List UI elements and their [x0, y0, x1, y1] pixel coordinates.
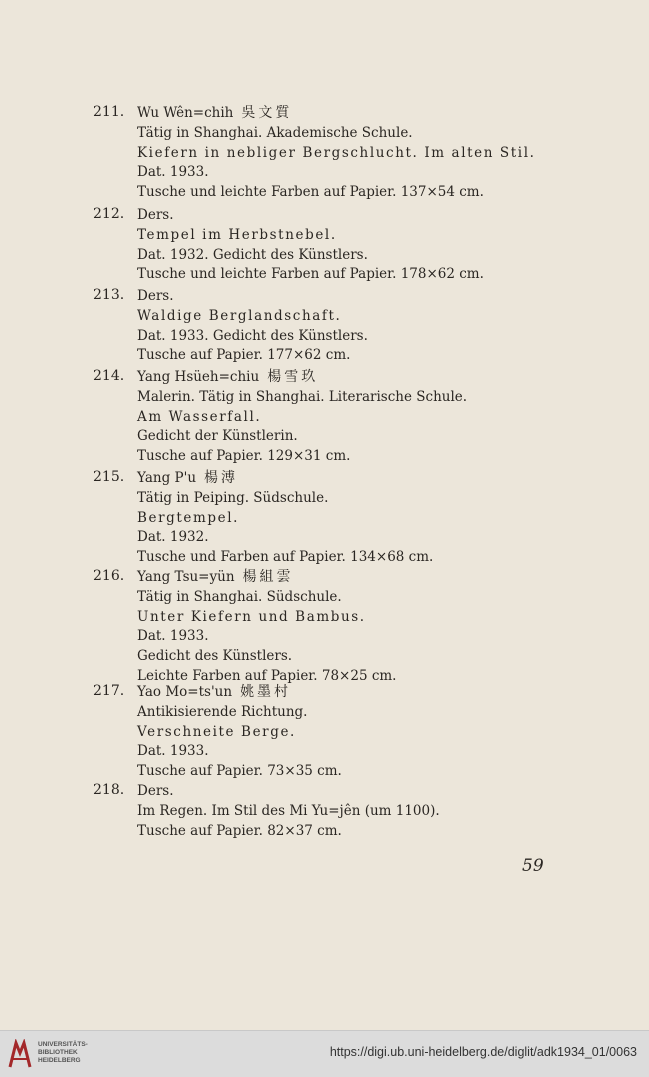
entry-line: Tusche auf Papier. 82×37 cm.: [137, 822, 342, 839]
entry-title: Kiefern in nebliger Bergschlucht. Im alten Stil.: [137, 144, 536, 161]
library-name: [38, 1041, 88, 1065]
entry-line: Tätig in Shanghai. Südschule.: [137, 588, 342, 605]
entry-number: 213.: [93, 287, 125, 303]
artist-name: Yang P'u: [137, 470, 197, 486]
page-number: 59: [522, 856, 544, 876]
catalog-entry: [93, 568, 613, 687]
catalog-entry: [93, 368, 613, 467]
artist-chinese-name: 吳文質: [241, 105, 293, 121]
entry-line: Tusche auf Papier. 177×62 cm.: [137, 347, 351, 364]
university-library-logo-icon: [8, 1039, 36, 1069]
artist-name: Ders.: [137, 783, 174, 799]
entry-line: Gedicht des Künstlers.: [137, 648, 293, 665]
artist-chinese-name: 楊溥: [204, 470, 239, 486]
permalink-url[interactable]: https://digi.ub.uni-heidelberg.de/diglit/adk1934_01/0063: [329, 1045, 637, 1059]
entry-line: Tusche auf Papier. 129×31 cm.: [137, 448, 351, 465]
artist-name: Yao Mo=ts'un: [137, 684, 233, 700]
entry-line: Tätig in Peiping. Südschule.: [137, 489, 329, 506]
entry-line: Gedicht der Künstlerin.: [137, 428, 298, 445]
artist-name: Wu Wên=chih: [137, 105, 234, 121]
entry-line: Dat. 1933.: [137, 743, 209, 760]
entry-title: Bergtempel.: [137, 509, 240, 526]
entry-number: 218.: [93, 782, 125, 798]
entry-line: Dat. 1933.: [137, 164, 209, 181]
entry-line: Dat. 1932.: [137, 529, 209, 546]
entry-number: 217.: [93, 683, 125, 699]
entry-line: Antikisierende Richtung.: [137, 703, 308, 720]
entry-artist: [137, 368, 613, 388]
artist-chinese-name: 姚墨村: [240, 684, 292, 700]
entry-line: Tusche auf Papier. 73×35 cm.: [137, 763, 342, 780]
artist-chinese-name: 楊組雲: [242, 569, 294, 585]
artist-name: Yang Hsüeh=chiu: [137, 369, 260, 385]
entry-line: Im Regen. Im Stil des Mi Yu=jên (um 1100).: [137, 802, 440, 819]
entry-title: Waldige Berglandschaft.: [137, 307, 342, 324]
entry-title: Unter Kiefern und Bambus.: [137, 608, 366, 625]
artist-name: Ders.: [137, 288, 174, 304]
entry-title: Am Wasserfall.: [137, 408, 262, 425]
library-name-line: HEIDELBERG: [38, 1057, 81, 1064]
artist-name: Ders.: [137, 207, 174, 223]
entry-line: Malerin. Tätig in Shanghai. Literarische Schule.: [137, 388, 468, 405]
library-name-line: BIBLIOTHEK: [38, 1049, 78, 1056]
catalog-entry: [93, 206, 613, 285]
entry-title: Tempel im Herbstnebel.: [137, 226, 337, 243]
catalog-entry: [93, 104, 613, 203]
entry-line: Tusche und leichte Farben auf Papier. 137×54 cm.: [137, 184, 484, 201]
catalog-entry: [93, 287, 613, 366]
catalog-entry: [93, 469, 613, 568]
entry-line: Dat. 1933. Gedicht des Künstlers.: [137, 327, 368, 344]
artist-name: Yang Tsu=yün: [137, 569, 235, 585]
entry-line: Tusche und Farben auf Papier. 134×68 cm.: [137, 549, 434, 566]
entry-number: 214.: [93, 368, 125, 384]
entry-number: 211.: [93, 104, 125, 120]
library-name-line: UNIVERSITÄTS-: [38, 1041, 88, 1048]
artist-chinese-name: 楊雪玖: [267, 369, 319, 385]
entry-artist: [137, 104, 613, 124]
viewer-footer: [0, 1030, 649, 1077]
entry-number: 216.: [93, 568, 125, 584]
entry-line: Dat. 1932. Gedicht des Künstlers.: [137, 246, 368, 263]
entry-line: Tusche und leichte Farben auf Papier. 178×62 cm.: [137, 266, 484, 283]
entry-title: Verschneite Berge.: [137, 723, 296, 740]
entry-line: Tätig in Shanghai. Akademische Schule.: [137, 124, 413, 141]
entry-line: Leichte Farben auf Papier. 78×25 cm.: [137, 667, 397, 684]
entry-number: 215.: [93, 469, 125, 485]
entry-artist: [137, 683, 613, 703]
entry-artist: [137, 568, 613, 588]
entry-number: 212.: [93, 206, 125, 222]
entry-line: Dat. 1933.: [137, 628, 209, 645]
catalog-entry: [93, 782, 613, 841]
catalog-entry: [93, 683, 613, 782]
entry-artist: [137, 469, 613, 489]
